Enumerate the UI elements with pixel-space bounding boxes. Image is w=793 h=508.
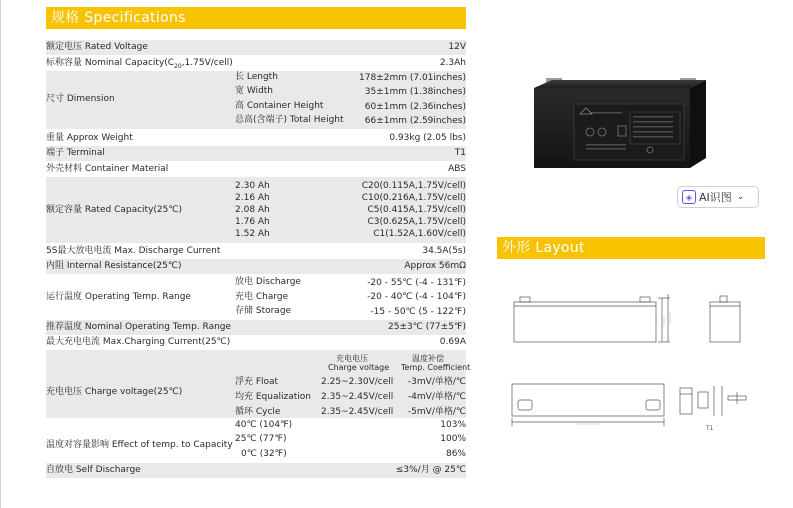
row-self-discharge bbox=[46, 463, 466, 478]
charge-equalization-coef: -4mV/单格/℃ bbox=[407, 392, 466, 402]
charge-cycle-name: 循环 Cycle bbox=[235, 407, 281, 417]
rated-capacity-ah: 1.76 Ah bbox=[235, 217, 270, 227]
temp-coefficient-column-en: Temp. Coefficient bbox=[401, 363, 471, 372]
row-rated-capacity bbox=[46, 177, 466, 243]
dimension-length-value: 178±2mm (7.01inches) bbox=[359, 73, 466, 83]
temp-effect-value: 86% bbox=[445, 449, 466, 459]
battery-top-view-drawing bbox=[506, 378, 678, 428]
ai-scan-icon: ◈ bbox=[682, 190, 696, 204]
dimension-width-name: 宽 Width bbox=[235, 86, 274, 96]
terminal-label: 端子 Terminal bbox=[46, 148, 105, 158]
battery-product-image bbox=[530, 72, 708, 172]
temp-effect-temp: 0℃ (32℉) bbox=[241, 449, 287, 459]
temp-effect-label: 温度对容量影响 Effect of temp. to Capacity bbox=[46, 440, 233, 450]
weight-label: 重量 Approx Weight bbox=[46, 133, 133, 143]
operating-temp-discharge-value: -20 - 55℃ (-4 - 131℉) bbox=[367, 278, 466, 288]
row-max-discharge bbox=[46, 244, 466, 259]
rated-capacity-rate: C20(0.115A,1.75V/cell) bbox=[361, 181, 466, 191]
nominal-operating-temp-value: 25±3℃ (77±5℉) bbox=[388, 322, 466, 332]
row-nominal-operating-temp bbox=[46, 320, 466, 335]
rated-voltage-label: 额定电压 Rated Voltage bbox=[46, 42, 148, 52]
max-discharge-value: 34.5A(5s) bbox=[422, 246, 466, 256]
row-charge-voltage bbox=[46, 350, 471, 418]
terminal-t1-detail-drawing bbox=[676, 382, 756, 434]
charge-cycle-voltage: 2.35~2.45V/cell bbox=[321, 407, 394, 417]
container-material-label: 外壳材料 Container Material bbox=[46, 164, 169, 174]
nominal-operating-temp-label: 推荐温度 Nominal Operating Temp. Range bbox=[46, 322, 232, 332]
ai-button-label: AI识图 bbox=[699, 191, 732, 204]
row-terminal bbox=[46, 146, 466, 161]
dimension-total-height-value: 66±1mm (2.59inches) bbox=[364, 116, 466, 126]
rated-capacity-ah: 2.16 Ah bbox=[235, 193, 270, 203]
self-discharge-value: ≤3%/月 @ 25℃ bbox=[395, 465, 466, 475]
terminal-drawing-label: T1 bbox=[706, 425, 714, 432]
rated-voltage-value: 12V bbox=[448, 42, 466, 52]
rated-capacity-rate: C3(0.625A,1.75V/cell) bbox=[367, 217, 466, 227]
dimension-width-value: 35±1mm (1.38inches) bbox=[364, 87, 466, 97]
charge-voltage-column-en: Charge voltage bbox=[328, 363, 390, 372]
charge-float-voltage: 2.25~2.30V/cell bbox=[321, 377, 394, 387]
temp-effect-value: 100% bbox=[440, 434, 466, 444]
chevron-down-icon: ⌄ bbox=[736, 192, 745, 202]
nominal-capacity-value: 2.3Ah bbox=[439, 58, 466, 68]
ai-image-recognition-button[interactable] bbox=[677, 186, 759, 208]
battery-side-view-drawing bbox=[704, 290, 748, 350]
rated-capacity-rate: C10(0.216A,1.75V/cell) bbox=[361, 193, 466, 203]
max-charging-value: 0.69A bbox=[439, 337, 466, 347]
charge-float-coef: -3mV/单格/℃ bbox=[407, 377, 466, 387]
temp-effect-temp: 40℃ (104℉) bbox=[235, 420, 293, 430]
self-discharge-label: 自放电 Self Discharge bbox=[46, 465, 141, 475]
weight-value: 0.93kg (2.05 lbs) bbox=[389, 133, 466, 143]
specifications-banner: 规格 Specifications bbox=[46, 7, 466, 29]
dimension-total-height-name: 总高(含端子) Total Height bbox=[235, 115, 344, 125]
charge-voltage-column-cn: 充电电压 bbox=[336, 354, 368, 363]
internal-resistance-label: 内阻 Internal Resistance(25℃) bbox=[46, 261, 182, 271]
row-max-charging bbox=[46, 335, 466, 350]
max-discharge-label: 5S最大放电电流 Max. Discharge Current bbox=[46, 246, 221, 256]
operating-temp-storage-name: 存储 Storage bbox=[235, 306, 292, 316]
container-material-value: ABS bbox=[448, 164, 466, 174]
internal-resistance-value: Approx 56mΩ bbox=[404, 261, 466, 271]
temp-effect-value: 103% bbox=[440, 420, 466, 430]
row-internal-resistance bbox=[46, 259, 466, 274]
operating-temp-charge-value: -20 - 40℃ (-4 - 104℉) bbox=[367, 292, 466, 302]
row-operating-temp bbox=[46, 274, 466, 320]
dimension-length-name: 长 Length bbox=[235, 72, 278, 82]
nominal-capacity-label: 标称容量 Nominal $Capacity(C_{20},1.75V/cell)$ bbox=[46, 58, 233, 70]
operating-temp-storage-value: -15 - 50℃ (5 - 122℉) bbox=[370, 307, 466, 317]
row-temp-effect bbox=[46, 418, 466, 462]
row-rated-voltage bbox=[46, 40, 466, 55]
dimension-label: 尺寸 Dimension bbox=[46, 94, 115, 104]
temp-effect-temp: 25℃ (77℉) bbox=[235, 434, 287, 444]
max-charging-label: 最大充电电流 Max.Charging Current(25℃) bbox=[46, 337, 231, 347]
layout-banner: 外形 Layout bbox=[497, 237, 765, 259]
rated-capacity-rate: C1(1.52A,1.60V/cell) bbox=[373, 229, 466, 239]
rated-capacity-label: 额定容量 Rated Capacity(25℃) bbox=[46, 205, 182, 215]
rated-capacity-ah: 2.08 Ah bbox=[235, 205, 270, 215]
charge-equalization-name: 均充 Equalization bbox=[235, 392, 311, 402]
rated-capacity-ah: 1.52 Ah bbox=[235, 229, 270, 239]
operating-temp-charge-name: 充电 Charge bbox=[235, 292, 289, 302]
row-nominal-capacity bbox=[46, 55, 466, 71]
rated-capacity-rate: C5(0.415A,1.75V/cell) bbox=[367, 205, 466, 215]
dimension-height-value: 60±1mm (2.36inches) bbox=[364, 102, 466, 112]
operating-temp-label: 运行温度 Operating Temp. Range bbox=[46, 292, 191, 302]
row-container-material bbox=[46, 161, 466, 177]
charge-cycle-coef: -5mV/单格/℃ bbox=[407, 407, 466, 417]
battery-front-view-drawing bbox=[510, 290, 674, 350]
page-left-border bbox=[0, 0, 1, 508]
operating-temp-discharge-name: 放电 Discharge bbox=[235, 277, 301, 287]
charge-float-name: 浮充 Float bbox=[235, 377, 279, 387]
dimension-height-name: 高 Container Height bbox=[235, 101, 324, 111]
terminal-value: T1 bbox=[454, 148, 466, 158]
rated-capacity-ah: 2.30 Ah bbox=[235, 181, 270, 191]
row-dimension bbox=[46, 71, 466, 129]
charge-voltage-label: 充电电压 Charge voltage(25℃) bbox=[46, 387, 183, 397]
temp-coefficient-column-cn: 温度补偿 bbox=[412, 354, 444, 363]
row-weight bbox=[46, 130, 466, 146]
charge-equalization-voltage: 2.35~2.45V/cell bbox=[321, 392, 394, 402]
